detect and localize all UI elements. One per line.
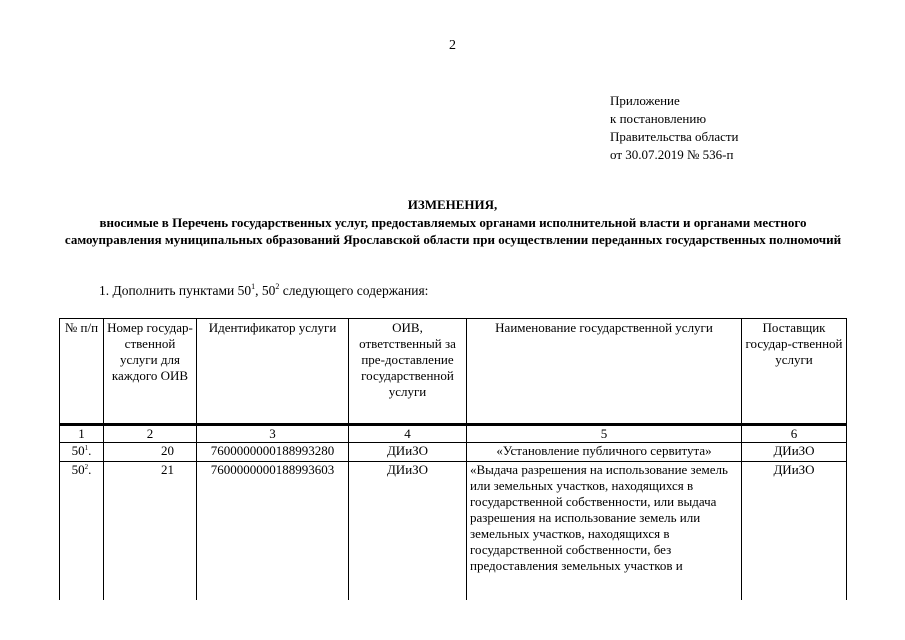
- header-row: [60, 319, 847, 424]
- table-row: [60, 443, 847, 462]
- item-middle: , 50: [255, 283, 276, 298]
- page-number: 2: [449, 38, 456, 53]
- service-identifier: 7600000000188993280: [197, 443, 349, 462]
- service-number: 20: [104, 443, 197, 462]
- responsible-oiv: ДИиЗО: [349, 443, 467, 462]
- services-table-body: [59, 424, 847, 612]
- column-number: 2: [104, 425, 197, 443]
- row-number-suffix: .: [88, 443, 92, 458]
- row-number-sup: 1: [84, 444, 89, 452]
- column-number: 3: [197, 425, 349, 443]
- item-suffix: следующего содержания:: [279, 283, 429, 298]
- row-number-suffix: .: [88, 462, 92, 477]
- row-number-value: 50: [71, 443, 85, 458]
- item-sup-1: 1: [251, 282, 256, 291]
- responsible-oiv: ДИиЗО: [349, 462, 467, 612]
- header-cell: № п/п: [60, 319, 104, 424]
- service-provider: ДИиЗО: [742, 443, 847, 462]
- appendix-line-3: Правительства области: [610, 129, 739, 144]
- column-number: 6: [742, 425, 847, 443]
- column-number: 5: [467, 425, 742, 443]
- appendix-block: [610, 92, 739, 164]
- header-cell: Поставщик государ-ственной услуги: [742, 319, 847, 424]
- page-cutoff: [0, 600, 905, 640]
- column-number: 4: [349, 425, 467, 443]
- appendix-line-1: Приложение: [610, 93, 680, 108]
- row-number-sup: 2: [84, 463, 89, 471]
- service-number: 21: [104, 462, 197, 612]
- header-cell: Идентификатор услуги: [197, 319, 349, 424]
- table-row: [60, 462, 847, 612]
- appendix-line-2: к постановлению: [610, 111, 707, 126]
- service-name: «Выдача разрешения на использование земель или земельных участков, находящихся в государственной собственности, или выдача разрешения на использование земель или земельных участков, находящихся в государственной собственности, без предоставления земельных участков и: [467, 462, 742, 612]
- header-cell: Наименование государственной услуги: [467, 319, 742, 424]
- document-title: ИЗМЕНЕНИЯ,: [407, 197, 498, 212]
- row-number-value: 50: [71, 462, 85, 477]
- document-subtitle: вносимые в Перечень государственных услуг, предоставляемых органами исполнительной власти и органами местного самоуправления муниципальных образований Ярославской области при осуществлении переданных государственных полномочий: [64, 215, 842, 247]
- row-number: [60, 443, 104, 462]
- appendix-line-4: от 30.07.2019 № 536-п: [610, 147, 734, 162]
- row-number: [60, 462, 104, 612]
- item-sup-2: 2: [275, 282, 280, 291]
- column-number: 1: [60, 425, 104, 443]
- header-cell: ОИВ, ответственный за пре-доставление государственной услуги: [349, 319, 467, 424]
- services-table-header: [59, 318, 847, 424]
- column-number-row: [60, 425, 847, 443]
- service-identifier: 7600000000188993603: [197, 462, 349, 612]
- item-instruction: [99, 283, 428, 299]
- item-prefix: 1. Дополнить пунктами 50: [99, 283, 252, 298]
- service-name: «Установление публичного сервитута»: [467, 443, 742, 462]
- header-cell: Номер государ-ственной услуги для каждого ОИВ: [104, 319, 197, 424]
- service-provider: ДИиЗО: [742, 462, 847, 612]
